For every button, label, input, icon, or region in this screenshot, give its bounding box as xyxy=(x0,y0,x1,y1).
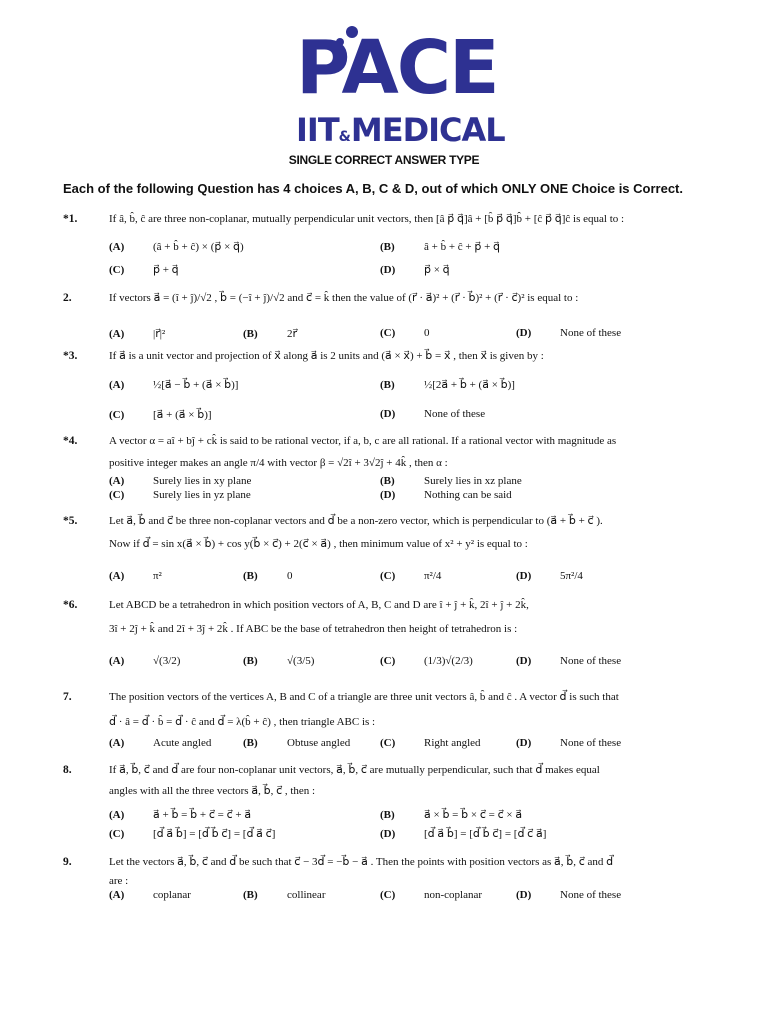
question-number: *6. xyxy=(63,599,78,611)
option-c: (C) 0 xyxy=(380,327,430,339)
question-number: 2. xyxy=(63,292,72,304)
pace-logo xyxy=(296,22,512,150)
option-d: (D) None of these xyxy=(380,408,486,420)
option-b: (B) â + b̂ + ĉ + p⃗ + q⃗ xyxy=(380,241,501,253)
option-a: (A) π² xyxy=(109,570,162,582)
question-text: 3î + 2ĵ + k̂ and 2î + 3ĵ + 2k̂ . If ABC be the base of tetrahedron then height of tetrahedron is : xyxy=(109,623,518,635)
option-d: (D) None of these xyxy=(516,737,622,749)
question-text: Let a⃗, b⃗ and c⃗ be three non-coplanar vectors and d⃗ be a non-zero vector, which is perpendicular to (a⃗ + b⃗ + c⃗ ). xyxy=(109,515,603,527)
question-text: If vectors a⃗ = (î + ĵ)/√2 , b⃗ = (−î + ĵ)/√2 and c⃗ = k̂ then the value of (r⃗ · a⃗)² + (r⃗ · b⃗)² + (r⃗ · c⃗)² is equal to : xyxy=(109,292,579,304)
option-a: (A) a⃗ + b⃗ = b⃗ + c⃗ = c⃗ + a⃗ xyxy=(109,809,252,821)
question-text: If â, b̂, ĉ are three non-coplanar, mutually perpendicular unit vectors, then [â p⃗ q⃗]â + [b̂ p⃗ q⃗]b̂ + [ĉ p⃗ q⃗]ĉ is equal to : xyxy=(109,213,625,225)
option-a: (A) |r⃗|² xyxy=(109,328,166,340)
question-number: *3. xyxy=(63,350,78,362)
option-d: (D) p⃗ × q⃗ xyxy=(380,264,450,276)
question-text: positive integer makes an angle π/4 with vector β = √2î + 3√2ĵ + 4k̂ , then α : xyxy=(109,457,448,469)
option-c: (C) non-coplanar xyxy=(380,889,483,901)
section-title: SINGLE CORRECT ANSWER TYPE xyxy=(288,153,480,167)
option-b: (B) Surely lies in xz plane xyxy=(380,475,522,487)
option-b: (B) Obtuse angled xyxy=(243,737,351,749)
option-a: (A) ½[a⃗ − b⃗ + (a⃗ × b⃗)] xyxy=(109,379,239,391)
option-a: (A) Acute angled xyxy=(109,737,212,749)
question-text: Let the vectors a⃗, b⃗, c⃗ and d⃗ be such that c⃗ − 3d⃗ = −b⃗ − a⃗ . Then the points with position vectors as a⃗, b⃗, c⃗ and d⃗ xyxy=(109,856,614,868)
option-b: (B) 2r⃗ xyxy=(243,328,298,340)
option-a: (A) Surely lies in xy plane xyxy=(109,475,252,487)
question-text: A vector α = aî + bĵ + ck̂ is said to be rational vector, if a, b, c are all rational. If a rational vector with magnitude as xyxy=(109,435,617,447)
option-c: (C) Right angled xyxy=(380,737,481,749)
option-c: (C) π²/4 xyxy=(380,570,442,582)
question-text: The position vectors of the vertices A, B and C of a triangle are three unit vectors â, b̂ and ĉ . A vector d⃗ is such that xyxy=(109,691,619,703)
option-d: (D) None of these xyxy=(516,655,622,667)
option-b: (B) √(3/5) xyxy=(243,655,315,667)
option-c: (C) [d⃗ a⃗ b⃗] = [d⃗ b⃗ c⃗] = [d⃗ a⃗ c⃗] xyxy=(109,828,276,840)
question-number: *4. xyxy=(63,435,78,447)
option-c: (C) p⃗ + q⃗ xyxy=(109,264,179,276)
logo-brand: PACE xyxy=(296,25,498,111)
option-b: (B) ½[2a⃗ + b⃗ + (a⃗ × b⃗)] xyxy=(380,379,515,391)
option-d: (D) None of these xyxy=(516,889,622,901)
question-text: are : xyxy=(109,875,129,887)
question-number: 7. xyxy=(63,691,72,703)
question-text: If a⃗ is a unit vector and projection of x⃗ along a⃗ is 2 units and (a⃗ × x⃗) + b⃗ = x⃗ , then x⃗ is given by : xyxy=(109,350,544,362)
option-b: (B) collinear xyxy=(243,889,326,901)
option-d: (D) 5π²/4 xyxy=(516,570,583,582)
option-d: (D) [d⃗ a⃗ b⃗] = [d⃗ b⃗ c⃗] = [d⃗ c⃗ a⃗] xyxy=(380,828,547,840)
option-a: (A) √(3/2) xyxy=(109,655,181,667)
option-a: (A) coplanar xyxy=(109,889,191,901)
option-d: (D) None of these xyxy=(516,327,622,339)
instruction: Each of the following Question has 4 choices A, B, C & D, out of which ONLY ONE Choice is Correct. xyxy=(63,181,683,196)
option-c: (C) [a⃗ + (a⃗ × b⃗)] xyxy=(109,409,212,421)
question-number: *1. xyxy=(63,213,78,225)
option-b: (B) a⃗ × b⃗ = b⃗ × c⃗ = c⃗ × a⃗ xyxy=(380,809,523,821)
question-text: Now if d⃗ = sin x(a⃗ × b⃗) + cos y(b⃗ × c⃗) + 2(c⃗ × a⃗) , then minimum value of x² + y² is equal to : xyxy=(109,538,528,550)
option-c: (C) (1/3)√(2/3) xyxy=(380,655,473,667)
question-text: Let ABCD be a tetrahedron in which position vectors of A, B, C and D are î + ĵ + k̂, 2î + ĵ + 2k̂, xyxy=(109,599,529,611)
option-d: (D) Nothing can be said xyxy=(380,489,512,501)
option-a: (A) (â + b̂ + ĉ) × (p⃗ × q⃗) xyxy=(109,241,244,253)
logo-subtitle: IIT&MEDICAL xyxy=(296,111,505,149)
option-c: (C) Surely lies in yz plane xyxy=(109,489,251,501)
question-number: 9. xyxy=(63,856,72,868)
question-number: 8. xyxy=(63,764,72,776)
question-text: d⃗ · â = d⃗ · b̂ = d⃗ · ĉ and d⃗ = λ(b̂ + ĉ) , then triangle ABC is : xyxy=(109,716,376,728)
question-text: If a⃗, b⃗, c⃗ and d⃗ are four non-coplanar unit vectors, a⃗, b⃗, c⃗ are mutually perpendicular, such that d⃗ makes equal xyxy=(109,764,600,776)
question-number: *5. xyxy=(63,515,78,527)
question-text: angles with all the three vectors a⃗, b⃗, c⃗ , then : xyxy=(109,785,316,797)
option-b: (B) 0 xyxy=(243,570,293,582)
